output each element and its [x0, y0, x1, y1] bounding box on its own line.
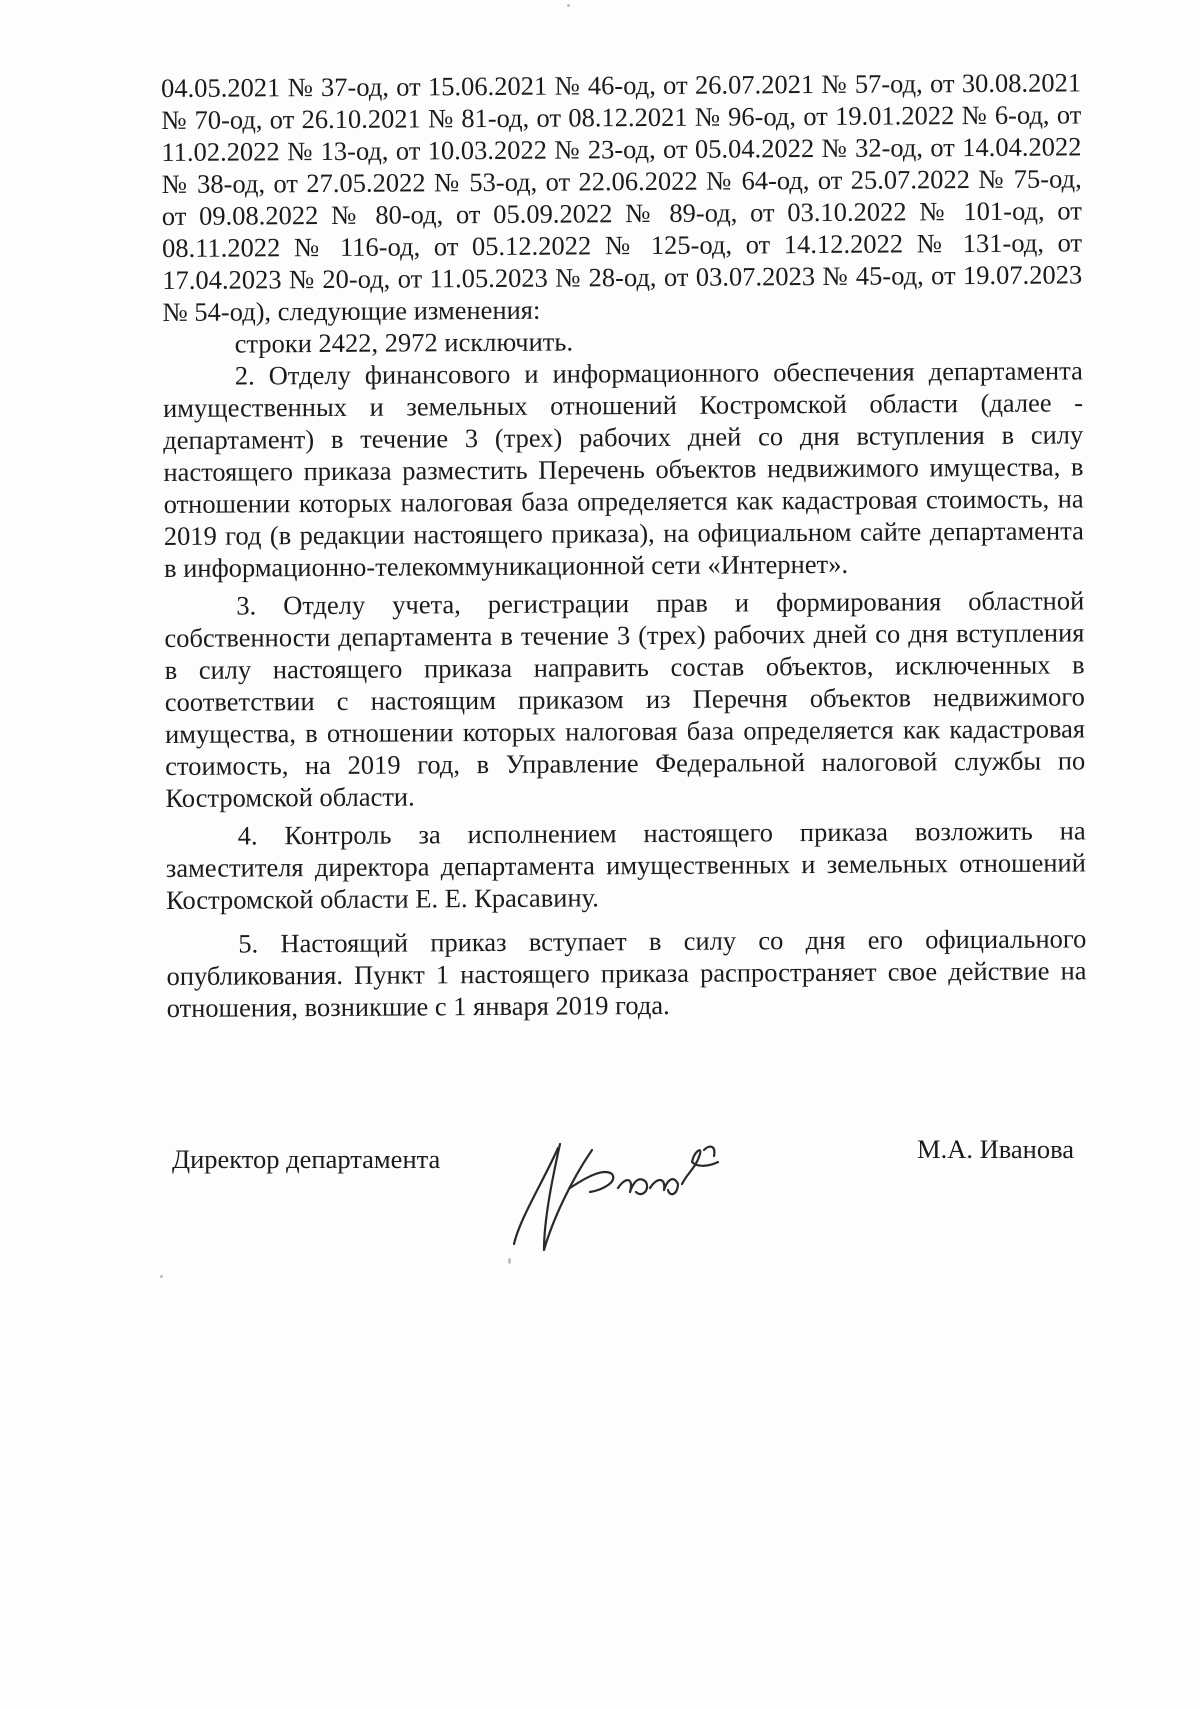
paragraph-exclusion: строки 2422, 2972 исключить. — [234, 326, 574, 359]
signatory-name: М.А. Иванова — [917, 1134, 1074, 1164]
scan-speck — [567, 4, 570, 7]
scan-speck — [160, 1275, 163, 1278]
paragraph-item-2: 2. Отделу финансового и информационного обеспечения департамента имущественных и земельных отношений Костромской области (далее - департамент) в течение 3 (трех) рабочих дней со дня вступления в силу настоящего приказа разместить Перечень объектов недвижимого имущества, в отношении которых налоговая база определяется как кадастровая стоимость, на 2019 год (в редакции настоящего приказа), на официальном сайте департамента в информационно-телекоммуникационной сети «Интернет». — [162, 355, 1084, 583]
signatory-position: Директор департамента — [172, 1144, 441, 1174]
paragraph-amendments-list: 04.05.2021 № 37-од, от 15.06.2021 № 46-од, от 26.07.2021 № 57-од, от 30.08.2021 № 70-од, от 26.10.2021 № 81-од, от 08.12.2021 № 96-од, от 19.01.2022 № 6-од, от 11.02.2022 № 13-од, от 10.03.2022 № 23-од, от 05.04.2022 № 32-од, от 14.04.2022 № 38-од, от 27.05.2022 № 53-од, от 22.06.2022 № 64-од, от 25.07.2022 № 75-од, от 09.08.2022 № 80-од, от 05.09.2022 № 89-од, от 03.10.2022 № 101-од, от 08.11.2022 № 116-од, от 05.12.2022 № 125-од, от 14.12.2022 № 131-од, от 17.04.2023 № 20-од, от 11.05.2023 № 28-од, от 03.07.2023 № 45-од, от 19.07.2023 № 54-од), следующие изменения: — [161, 67, 1083, 327]
paragraph-item-5: 5. Настоящий приказ вступает в силу со дня его официального опубликования. Пункт 1 настоящего приказа распространяет свое действие на отношения, возникшие с 1 января 2019 года. — [166, 923, 1087, 1023]
paragraph-item-4: 4. Контроль за исполнением настоящего приказа возложить на заместителя директора департамента имущественных и земельных отношений Костромской области Е. Е. Красавину. — [165, 815, 1086, 915]
scan-speck — [508, 1258, 511, 1264]
paragraph-item-3: 3. Отделу учета, регистрации прав и формирования областной собственности департамента в течение 3 (трех) рабочих дней со дня вступления в силу настоящего приказа направить состав объектов, исключенных в соответствии с настоящим приказом из Перечня объектов недвижимого имущества, в отношении которых налоговая база определяется как кадастровая стоимость, на 2019 год, в Управление Федеральной налоговой службы по Костромской области. — [164, 585, 1086, 813]
handwritten-signature — [500, 1110, 750, 1270]
document-body — [161, 66, 1087, 1024]
